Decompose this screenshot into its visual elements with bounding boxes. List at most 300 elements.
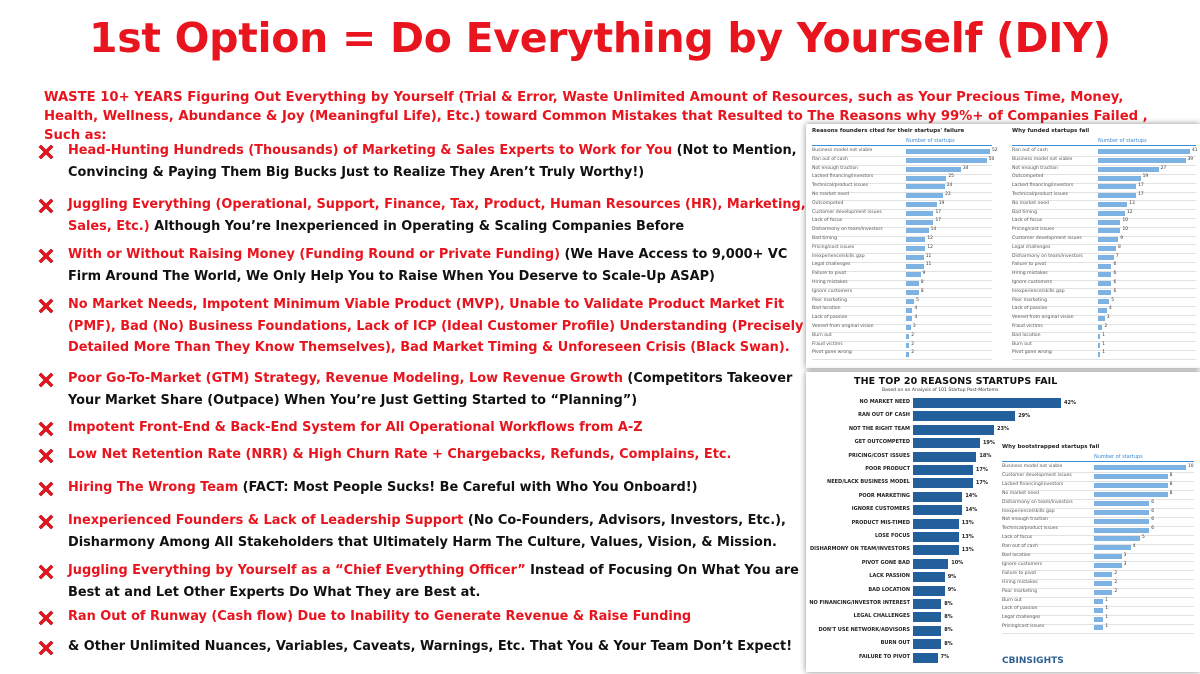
reason-highlight: With or Without Raising Money (Funding Round or Private Funding): [68, 247, 561, 262]
chart-row: [1002, 544, 1194, 552]
bootstrapped-chart: [806, 372, 1200, 672]
bar: [906, 211, 933, 216]
bar-value: 2: [1104, 324, 1108, 329]
chart-row: [812, 201, 992, 209]
bar-label: Inexperience/skills gap: [812, 253, 865, 259]
reason-detail: (Not to Mention, Convincing & Paying Them Big Bucks Just to Realize They Aren’t Truly Worthy!): [68, 143, 797, 180]
bar-value: 10%: [951, 560, 964, 567]
bar-label: Pricing/cost issues: [1012, 227, 1055, 233]
chart-row: [1012, 289, 1196, 297]
bar-label: Not enough traction: [1002, 517, 1049, 523]
bar-value: 6: [1151, 517, 1154, 523]
chart-row: [1012, 262, 1196, 270]
bar: [1098, 272, 1111, 277]
chart-row: [812, 289, 992, 297]
bar: [906, 184, 945, 189]
bar-label: Legal challenges: [1002, 615, 1041, 621]
bar-value: 39: [1187, 156, 1194, 162]
reason-highlight: Juggling Everything (Operational, Support, Finance, Tax, Product, Human Resources (HR), Marketing, Sales, Etc.): [68, 197, 806, 234]
bar-label: Lacked financing/investors: [812, 174, 874, 180]
bar-value: 8: [1169, 472, 1173, 478]
chart-row: [1002, 580, 1194, 588]
bar: [1098, 299, 1109, 304]
bar-value: 14%: [965, 506, 978, 513]
column-header: Number of startups: [906, 138, 955, 144]
bar-label: Fraud victims: [1012, 324, 1043, 329]
bar-label: Failure to pivot: [812, 271, 847, 277]
bar-label: Poor marketing: [1002, 588, 1037, 594]
bar-value: 13%: [961, 533, 974, 540]
bar: [1094, 625, 1103, 630]
row-divider: [812, 359, 992, 360]
bar: [1098, 184, 1136, 189]
chart-row: [1002, 562, 1194, 570]
bar-value: 11: [925, 262, 932, 268]
red-cross-icon: [36, 370, 56, 390]
bar-value: 1: [1105, 597, 1108, 603]
bar: [1098, 255, 1114, 260]
chart-title: Why bootstrapped startups fail: [1002, 444, 1100, 450]
chart-title: THE TOP 20 REASONS STARTUPS FAIL: [854, 376, 1058, 387]
bar-label: DISHARMONY ON TEAM/INVESTORS: [809, 546, 910, 553]
reason-highlight: Juggling Everything by Yourself as a “Chief Everything Officer”: [68, 563, 526, 578]
reason-detail: (Competitors Takeover Your Market Share (Outpace) When You’re Just Getting Started to “Planning”): [68, 371, 793, 408]
bar-value: 12: [927, 244, 933, 250]
bar: [906, 334, 909, 339]
cb-insights-logo: CBINSIGHTS: [1002, 656, 1064, 666]
bar-value: 10: [1122, 218, 1129, 224]
reason-highlight: Hiring The Wrong Team: [68, 480, 239, 495]
bar: [1098, 149, 1190, 154]
bar-label: Ignore customers: [1012, 280, 1053, 285]
bar-label: Outcompeted: [1012, 174, 1044, 180]
bar-value: 29%: [1018, 412, 1031, 419]
bar-label: Bad location: [812, 306, 841, 312]
bar-value: 2: [1114, 579, 1118, 585]
chart-row: [1012, 315, 1196, 323]
bar-value: 14%: [965, 493, 978, 500]
bar-value: 23: [945, 192, 951, 197]
bar-label: Pivot gone wrong: [812, 350, 852, 356]
chart-row: [1002, 464, 1194, 472]
bar-label: Burn out: [812, 332, 832, 338]
bar-value: 8: [1117, 244, 1121, 250]
bar: [1098, 158, 1186, 163]
chart-row: [1002, 526, 1194, 534]
bar: [1098, 202, 1127, 207]
chart-row: [1012, 148, 1196, 156]
bar-value: 7: [1115, 253, 1119, 259]
bar-label: Bad location: [1002, 553, 1031, 558]
bar: [1094, 563, 1122, 568]
bar: [1098, 281, 1111, 286]
red-cross-icon: [36, 512, 56, 532]
reason-highlight: No Market Needs, Impotent Minimum Viable Product (MVP), Unable to Validate Product Market Fit (PMF), Bad (No) Business Foundations, Lack of ICP (Ideal Customer Profile) Understanding (Precisely Detailed More Than They Know Themselves), Bad Market Timing & Unforeseen Crisis (Black Swan).: [68, 297, 804, 355]
bar-value: 2: [911, 332, 915, 338]
bar: [906, 316, 912, 321]
bar-label: Technical/product issues: [812, 183, 868, 189]
bar-value: 1: [1105, 624, 1108, 630]
bar-label: Technical/product issues: [1012, 192, 1068, 197]
bar-label: Lacked financing/investors: [1002, 481, 1064, 487]
chart-row: [812, 306, 992, 314]
reason-text: [68, 477, 818, 499]
bar: [1098, 167, 1159, 172]
bar-label: Not enough traction: [812, 165, 859, 171]
bar: [1094, 519, 1149, 524]
chart-row: [1002, 589, 1194, 597]
bar-label: Pricing/cost issues: [1002, 624, 1045, 630]
chart-row: [1002, 606, 1194, 614]
bar: [1098, 237, 1118, 242]
bar: [1094, 590, 1112, 595]
chart-row: [812, 210, 992, 218]
bar-value: 1: [1102, 350, 1106, 356]
bar: [1098, 352, 1100, 357]
bar-label: Lack of focus: [1012, 218, 1043, 224]
bar-label: Not enough traction: [1012, 165, 1059, 171]
chart-row: [812, 236, 992, 244]
bar-value: 5: [916, 297, 919, 303]
bar-label: Technical/product issues: [1002, 526, 1058, 532]
chart-row: [1002, 598, 1194, 606]
bar: [1094, 617, 1103, 622]
bar-value: 8: [920, 288, 924, 294]
reason-highlight: Impotent Front-End & Back-End System for All Operational Workflows from A-Z: [68, 420, 643, 435]
intro-text: WASTE 10+ YEARS Figuring Out Everything by Yourself (Trial & Error, Waste Unlimited Amount of Resources, such as Your Precious Time, Money, Health, Wellness, Abundance & Joy (Meaningful Life), Etc.) toward Common Mistakes that Resulted to The Reasons why 99%+ of Companies Failed , Such as:: [44, 90, 1148, 143]
reason-text: [68, 194, 818, 237]
bar: [906, 193, 943, 198]
bar-value: 8: [1169, 481, 1173, 487]
bar: [1098, 325, 1102, 330]
bar: [1098, 334, 1100, 339]
header-rule: [1002, 461, 1194, 462]
column-header: Number of startups: [1098, 138, 1147, 144]
bar-value: 19: [938, 200, 945, 206]
bar-label: Failure to pivot: [1002, 570, 1037, 576]
reason-highlight: Low Net Retention Rate (NRR) & High Churn Rate + Chargebacks, Refunds, Complains, Etc.: [68, 447, 732, 462]
bar-value: 13%: [961, 520, 974, 527]
bar-value: 50: [988, 156, 995, 162]
bar-value: 11: [925, 253, 932, 259]
bar-label: Bad location: [1012, 332, 1041, 338]
bar-value: 8%: [944, 640, 953, 647]
bar-label: Burn out: [1002, 597, 1022, 603]
bar: [1098, 290, 1111, 295]
chart-row: [812, 350, 992, 358]
bar-label: Hiring mistakes: [812, 280, 848, 285]
reason-highlight: Ran Out of Runway (Cash flow) Due to Inability to Generate Revenue & Raise Funding: [68, 609, 692, 624]
bar-label: NOT THE RIGHT TEAM: [848, 425, 910, 432]
chart-row: [1002, 482, 1194, 490]
bar-value: 42%: [1064, 399, 1076, 406]
chart-row: [1012, 245, 1196, 253]
chart-row: [812, 227, 992, 235]
red-cross-icon: [36, 562, 56, 582]
chart-row: [1012, 324, 1196, 332]
chart-row: [812, 324, 992, 332]
row-divider: [1012, 359, 1196, 360]
bar-value: 34: [962, 165, 969, 171]
bar: [1098, 343, 1100, 348]
bar-value: 3: [1123, 561, 1127, 567]
reason-detail: (We Have Access to 9,000+ VC Firm Around The World, We Only Help You to Raise When You Deserve to Scale-Up ASAP): [68, 247, 788, 284]
bar: [906, 202, 937, 207]
bar: [1094, 554, 1122, 559]
chart-subtitle: Based on an Analysis of 101 Startup Post-Mortems: [882, 388, 999, 393]
bar-label: Bad timing: [812, 236, 837, 241]
reason-detail: Instead of Focusing On What You are Best at and Let Other Experts Do What They are Best at.: [68, 563, 799, 600]
bar-label: Fraud victims: [812, 341, 843, 347]
bar-label: Ran out of cash: [812, 156, 848, 162]
bar-label: Disharmony on team/investors: [1002, 499, 1073, 505]
bar: [906, 281, 919, 286]
row-divider: [1002, 633, 1194, 634]
bar: [906, 255, 924, 260]
reason-highlight: Inexperienced Founders & Lack of Leadership Support: [68, 513, 464, 528]
chart-row: [1012, 350, 1196, 358]
bar-value: 3: [1106, 315, 1110, 321]
bar-value: 1: [1102, 332, 1106, 338]
chart-row: [812, 174, 992, 182]
bar-value: 6: [1113, 271, 1117, 277]
bar: [1094, 492, 1168, 497]
bar-label: Ignore customers: [812, 288, 853, 294]
bar-value: 17%: [975, 479, 988, 486]
chart-row: [1002, 571, 1194, 579]
bar-label: Customer development issues: [1002, 472, 1072, 478]
red-cross-icon: [36, 296, 56, 316]
bar-value: 14: [930, 227, 937, 233]
bar-label: Poor marketing: [812, 297, 847, 303]
chart-row: [1002, 553, 1194, 561]
red-cross-icon: [36, 479, 56, 499]
bar: [906, 149, 990, 154]
bar-label: Burn out: [1012, 341, 1032, 347]
bar-value: 4: [1108, 306, 1112, 312]
chart-row: [812, 148, 998, 156]
bar-value: 4: [1132, 544, 1136, 550]
reason-highlight: Head-Hunting Hundreds (Thousands) of Marketing & Sales Experts to Work for You: [68, 143, 673, 158]
bar-label: Lack of focus: [812, 218, 843, 224]
bar-value: 6: [1151, 526, 1154, 532]
bar: [906, 352, 909, 357]
bar-label: NEED/LACK BUSINESS MODEL: [827, 479, 910, 486]
bar-value: 18%: [979, 453, 992, 460]
bar-label: DON'T USE NETWORK/ADVISORS: [818, 626, 910, 633]
bar: [1094, 474, 1168, 479]
chart-row: [812, 262, 992, 270]
chart-row: [1012, 306, 1196, 314]
chart-row: [812, 298, 992, 306]
bar-value: 9%: [947, 573, 957, 580]
red-cross-icon: [36, 638, 56, 658]
bar-label: NO MARKET NEED: [859, 399, 910, 405]
bar-label: Veered from original vision: [1012, 315, 1074, 321]
bar: [1094, 483, 1168, 488]
bar: [906, 308, 912, 313]
bar-value: 17: [1138, 192, 1144, 197]
chart-row: [1012, 210, 1196, 218]
reason-text: [68, 606, 818, 628]
reason-text: [68, 636, 818, 658]
reason-text: [68, 368, 818, 411]
chart-row: [812, 271, 992, 279]
bar: [906, 325, 911, 330]
bar-label: LEGAL CHALLENGES: [853, 613, 910, 620]
bar-value: 8%: [944, 627, 953, 634]
bar: [906, 237, 925, 242]
bar-value: 7%: [940, 654, 950, 661]
chart-row: [1002, 509, 1194, 517]
bar-label: POOR PRODUCT: [865, 466, 910, 472]
chart-row: [812, 192, 992, 200]
chart-row: [1012, 201, 1196, 209]
chart-row: [1002, 473, 1194, 481]
bar-value: 3: [912, 324, 916, 329]
bar: [1094, 599, 1103, 604]
red-cross-icon: [36, 419, 56, 439]
reason-text: [68, 510, 818, 553]
reason-detail: & Other Unlimited Nuances, Variables, Caveats, Warnings, Etc. That You & Your Team Don’t Expect!: [68, 639, 793, 654]
chart-row: [812, 156, 995, 165]
bar: [1094, 501, 1149, 506]
bar-label: GET OUTCOMPETED: [854, 439, 910, 446]
bar-value: 9%: [947, 587, 957, 594]
chart-row: [812, 245, 992, 253]
red-cross-icon: [36, 608, 56, 628]
chart-row: [1012, 254, 1196, 262]
bar: [1098, 308, 1107, 313]
bar: [906, 343, 909, 348]
page-title: 1st Option = Do Everything by Yourself (DIY): [88, 14, 1111, 62]
bar-value: 9: [1120, 236, 1123, 241]
bar: [1094, 465, 1186, 470]
red-cross-icon: [36, 142, 56, 162]
reason-text: [68, 444, 818, 466]
bar-value: 1: [1105, 615, 1108, 621]
bar: [1098, 220, 1120, 225]
reason-detail: Although You’re Inexperienced in Operating & Scaling Companies Before: [149, 218, 685, 234]
bar-label: Hiring mistakes: [1002, 579, 1038, 585]
chart-row: [1002, 517, 1194, 525]
bar-value: 17: [1138, 183, 1144, 189]
bar-label: Poor marketing: [1012, 297, 1047, 303]
chart-row: [1002, 491, 1194, 499]
reason-text: [68, 294, 818, 359]
bar-value: 8%: [944, 613, 953, 620]
chart-row: [1012, 218, 1196, 226]
reason-detail: (FACT: Most People Sucks! Be Careful with Who You Onboard!): [238, 480, 698, 495]
bar-label: Hiring mistakes: [1012, 271, 1048, 277]
chart-row: [1012, 333, 1196, 341]
failure-reasons-panel: [806, 124, 1200, 368]
chart-row: [1012, 227, 1196, 235]
bar-label: Ignore customers: [1002, 561, 1043, 567]
chart-title: Why funded startups fail: [1012, 128, 1090, 134]
bar: [1094, 510, 1149, 515]
bar-value: 52: [992, 148, 998, 153]
bar-value: 6: [1151, 508, 1154, 514]
bar-label: Lack of passion: [1002, 606, 1038, 612]
bar-label: BURN OUT: [880, 640, 910, 647]
bar-label: Inexperience/skills gap: [1012, 288, 1065, 294]
bar: [906, 246, 925, 251]
bar-value: 17: [935, 209, 942, 215]
bar-label: Bad timing: [1012, 209, 1037, 215]
chart-row: [1012, 157, 1196, 165]
bar: [906, 158, 987, 163]
bar: [1094, 545, 1131, 550]
bar: [1094, 528, 1149, 533]
bar-value: 12: [927, 236, 933, 241]
chart-row: [1002, 624, 1194, 632]
bar-value: 13%: [961, 546, 974, 553]
bar-value: 2: [1114, 570, 1118, 576]
chart-row: [1012, 174, 1196, 182]
bar-label: Pivot gone wrong: [1012, 350, 1052, 356]
bar-label: FAILURE TO PIVOT: [858, 653, 910, 660]
bar-value: 24: [946, 183, 953, 189]
bar-label: POOR MARKETING: [858, 492, 910, 499]
bar-value: 2: [911, 341, 915, 347]
bar-label: No market need: [1012, 200, 1049, 206]
bar-label: Legal challenges: [1012, 244, 1051, 250]
bar: [906, 167, 961, 172]
bar-value: 12: [1126, 209, 1133, 215]
chart-row: [1012, 166, 1196, 174]
chart-row: [812, 315, 992, 323]
chart-row: [812, 166, 992, 174]
chart-row: [812, 254, 992, 262]
bar-label: Veered from original vision: [812, 324, 874, 329]
bar: [1094, 608, 1103, 613]
bar: [1098, 193, 1136, 198]
bar-value: 13: [1129, 200, 1135, 206]
bar-label: Failure to pivot: [1012, 262, 1047, 268]
bar: [1094, 572, 1112, 577]
bar: [1098, 246, 1116, 251]
red-cross-icon: [36, 196, 56, 216]
bar: [1094, 581, 1112, 586]
bar-label: LOSE FOCUS: [874, 533, 910, 539]
bar-value: 4: [914, 306, 918, 312]
bar-label: No market need: [1002, 490, 1039, 496]
chart-row: [1012, 183, 1196, 191]
bar-label: Customer development issues: [1012, 236, 1082, 241]
bar-label: Lack of passion: [1012, 306, 1048, 312]
bar-value: 1: [1102, 341, 1106, 347]
bar-value: 2: [1114, 588, 1118, 594]
bar-label: Ran out of cash: [1012, 148, 1048, 153]
chart-row: [1002, 535, 1194, 543]
bar: [906, 299, 914, 304]
bar: [906, 290, 919, 295]
bar-label: NO FINANCING/INVESTOR INTEREST: [809, 600, 910, 606]
bar-value: 6: [1113, 288, 1117, 294]
bar-value: 2: [911, 350, 915, 356]
bar: [906, 264, 924, 269]
bar-label: Inexperience/skills gap: [1002, 508, 1055, 514]
bar-value: 8: [920, 280, 924, 285]
bar-value: 8%: [944, 600, 953, 607]
chart-row: [812, 342, 992, 350]
reason-text: [68, 560, 818, 603]
bar-label: No market need: [812, 192, 849, 197]
bar-value: 23%: [997, 426, 1010, 433]
column-header: Number of startups: [1094, 454, 1143, 460]
bar-label: Business model not viable: [1002, 464, 1063, 469]
